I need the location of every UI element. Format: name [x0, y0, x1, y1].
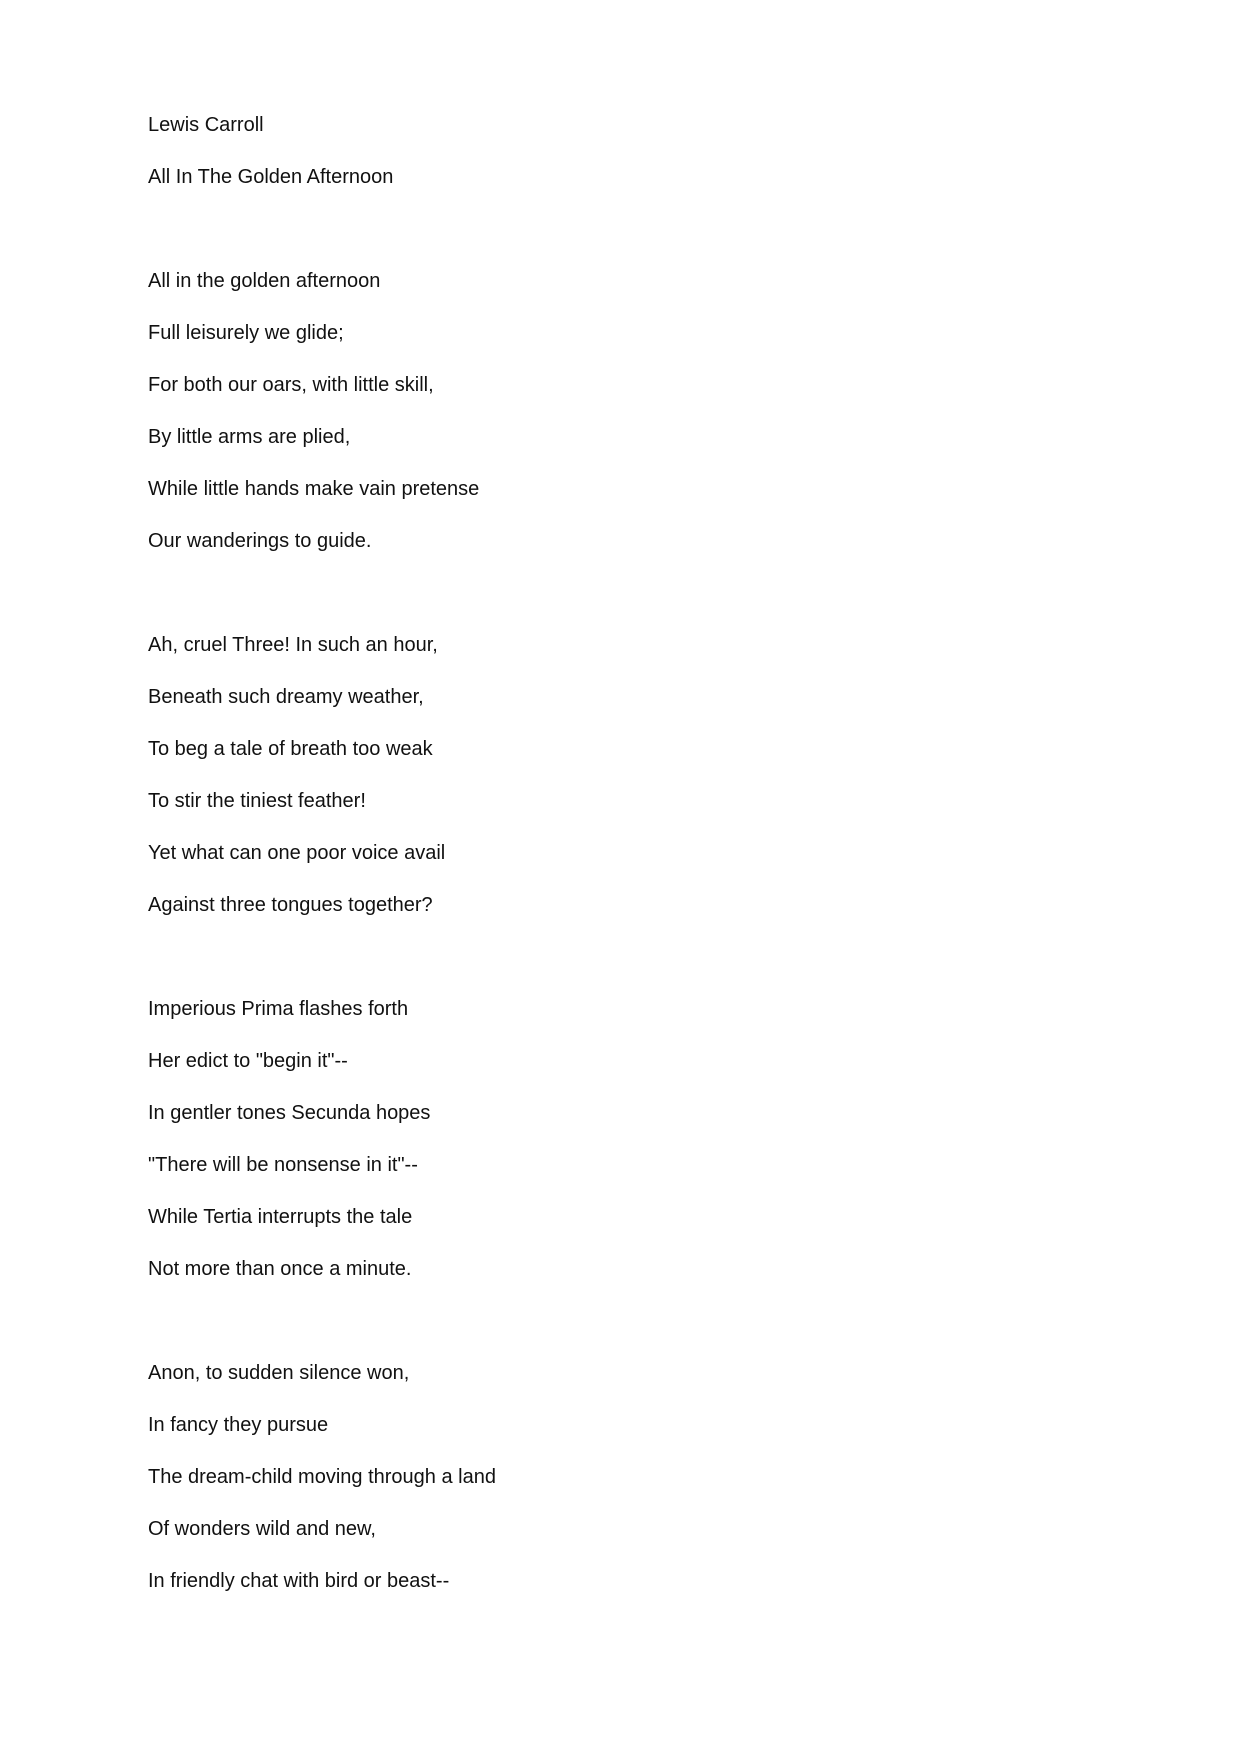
stanza-2-line-1: Ah, cruel Three! In such an hour,: [148, 634, 438, 656]
stanza-3-line-3: In gentler tones Secunda hopes: [148, 1102, 431, 1124]
author-name: Lewis Carroll: [148, 114, 264, 136]
stanza-2-line-3: To beg a tale of breath too weak: [148, 738, 433, 760]
stanza-2-line-2: Beneath such dreamy weather,: [148, 686, 424, 708]
stanza-1-line-4: By little arms are plied,: [148, 426, 351, 448]
stanza-2-line-5: Yet what can one poor voice avail: [148, 842, 446, 864]
stanza-2-line-4: To stir the tiniest feather!: [148, 790, 366, 812]
stanza-1-line-2: Full leisurely we glide;: [148, 322, 344, 344]
stanza-1-line-1: All in the golden afternoon: [148, 270, 381, 292]
stanza-2-line-6: Against three tongues together?: [148, 894, 433, 916]
stanza-4-line-3: The dream-child moving through a land: [148, 1466, 496, 1488]
stanza-4-line-2: In fancy they pursue: [148, 1414, 329, 1436]
stanza-3-line-1: Imperious Prima flashes forth: [148, 998, 409, 1020]
stanza-3-line-4: "There will be nonsense in it"--: [148, 1154, 418, 1176]
stanza-3-line-6: Not more than once a minute.: [148, 1258, 412, 1280]
stanza-1-line-5: While little hands make vain pretense: [148, 478, 480, 500]
stanza-4-line-4: Of wonders wild and new,: [148, 1518, 376, 1540]
poem-title: All In The Golden Afternoon: [148, 166, 394, 188]
stanza-3-line-2: Her edict to "begin it"--: [148, 1050, 348, 1072]
stanza-3-line-5: While Tertia interrupts the tale: [148, 1206, 413, 1228]
stanza-4-line-1: Anon, to sudden silence won,: [148, 1362, 410, 1384]
stanza-1-line-6: Our wanderings to guide.: [148, 530, 372, 552]
stanza-4-line-5: In friendly chat with bird or beast--: [148, 1570, 450, 1592]
stanza-1-line-3: For both our oars, with little skill,: [148, 374, 434, 396]
